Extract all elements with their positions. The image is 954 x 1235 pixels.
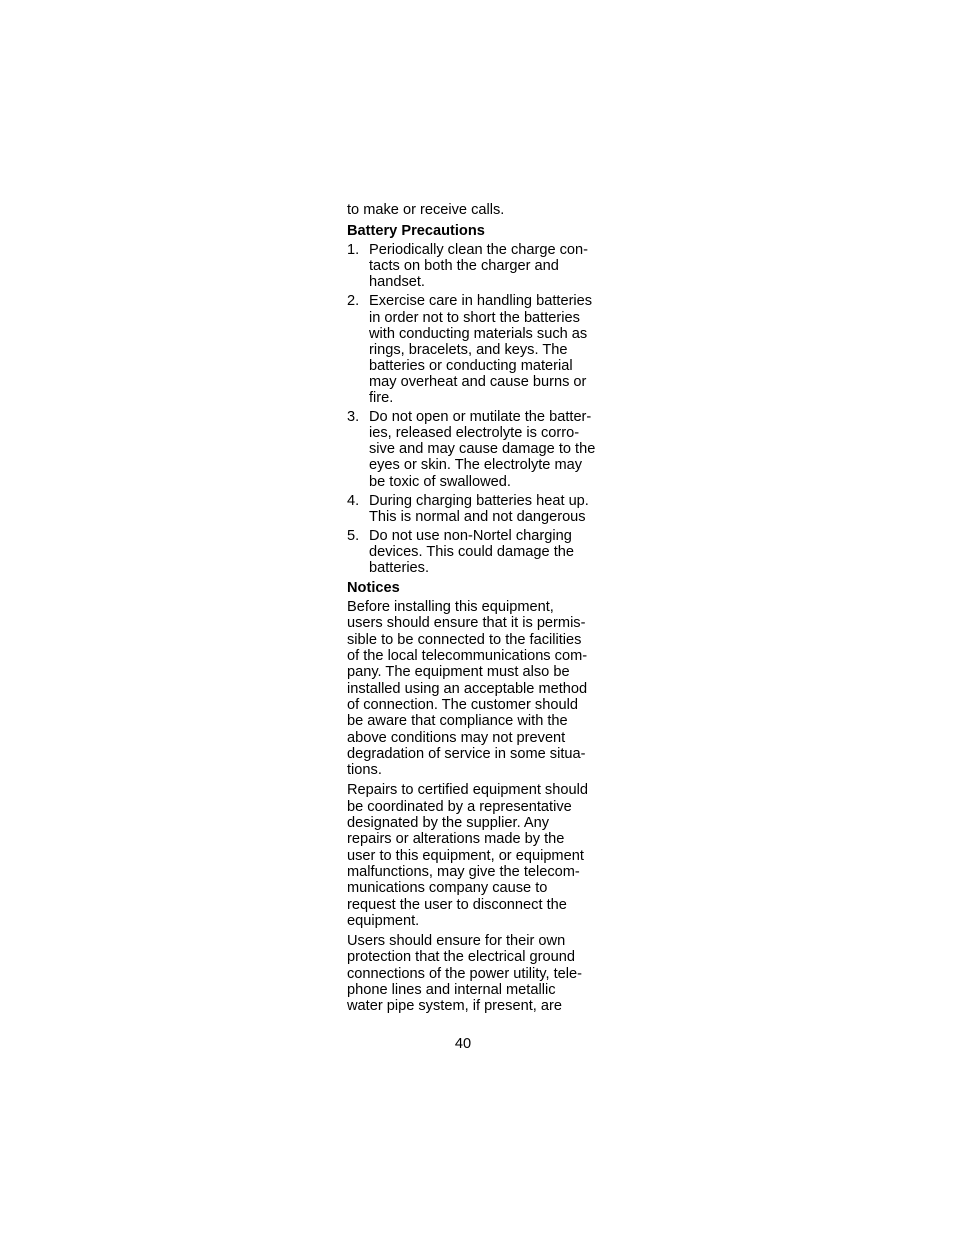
list-item-text bbox=[369, 242, 609, 290]
text-line: malfunctions, may give the telecom- bbox=[347, 863, 580, 880]
battery-precautions-heading: Battery Precautions bbox=[347, 223, 485, 240]
text-line: users should ensure that it is permis- bbox=[347, 615, 586, 632]
text-line: ies, released electrolyte is corro- bbox=[369, 425, 580, 442]
text-line: sive and may cause damage to the bbox=[369, 441, 596, 458]
list-item-text bbox=[369, 528, 609, 576]
list-item-number: 1. bbox=[347, 242, 360, 259]
text-line: Repairs to certified equipment should bbox=[347, 782, 588, 799]
notice-paragraph bbox=[347, 782, 609, 929]
list-item bbox=[347, 493, 609, 525]
text-line: protection that the electrical ground bbox=[347, 949, 575, 966]
text-line: designated by the supplier. Any bbox=[347, 815, 550, 832]
text-line: munications company cause to bbox=[347, 880, 548, 897]
text-line: devices. This could damage the bbox=[369, 543, 574, 560]
text-line: rings, bracelets, and keys. The bbox=[369, 341, 568, 358]
text-line: of the local telecommunications com- bbox=[347, 648, 588, 665]
notices-heading: Notices bbox=[347, 580, 400, 597]
text-line: Do not use non-Nortel charging bbox=[369, 527, 572, 544]
text-line: connections of the power utility, tele- bbox=[347, 965, 582, 982]
text-line: Periodically clean the charge con- bbox=[369, 242, 589, 259]
text-line: batteries or conducting material bbox=[369, 357, 573, 374]
text-line: sible to be connected to the facilities bbox=[347, 631, 582, 648]
text-line: in order not to short the batteries bbox=[369, 309, 580, 326]
list-item-number: 2. bbox=[347, 293, 360, 310]
text-line: During charging batteries heat up. bbox=[369, 492, 589, 509]
text-line: Users should ensure for their own bbox=[347, 933, 566, 950]
text-line: with conducting materials such as bbox=[369, 325, 588, 342]
list-item-number: 4. bbox=[347, 492, 360, 509]
text-line: Do not open or mutilate the batter- bbox=[369, 409, 592, 426]
text-line: request the user to disconnect the bbox=[347, 896, 567, 913]
text-line: Before installing this equipment, bbox=[347, 599, 554, 616]
notice-paragraph bbox=[347, 599, 609, 778]
list-item-text bbox=[369, 409, 609, 489]
text-line: handset. bbox=[369, 274, 425, 291]
text-line: equipment. bbox=[347, 912, 420, 929]
text-line: phone lines and internal metallic bbox=[347, 981, 556, 998]
list-item bbox=[347, 409, 609, 489]
text-line: fire. bbox=[369, 390, 394, 407]
text-line: may overheat and cause burns or bbox=[369, 373, 587, 390]
text-line: user to this equipment, or equipment bbox=[347, 847, 584, 864]
text-line: be aware that compliance with the bbox=[347, 713, 568, 730]
text-line: degradation of service in some situa- bbox=[347, 745, 586, 762]
text-line: pany. The equipment must also be bbox=[347, 664, 570, 681]
continued-text: to make or receive calls. bbox=[347, 202, 505, 218]
text-line: This is normal and not dangerous bbox=[369, 508, 586, 525]
text-line: water pipe system, if present, are bbox=[347, 998, 562, 1015]
text-line: be coordinated by a representative bbox=[347, 798, 572, 815]
text-line: eyes or skin. The electrolyte may bbox=[369, 457, 583, 474]
page-number: 40 bbox=[454, 1036, 472, 1052]
text-line: of connection. The customer should bbox=[347, 696, 578, 713]
list-item-text bbox=[369, 293, 609, 406]
list-item bbox=[347, 528, 609, 576]
text-line: repairs or alterations made by the bbox=[347, 831, 565, 848]
text-line: installed using an acceptable method bbox=[347, 680, 588, 697]
text-line: be toxic of swallowed. bbox=[369, 473, 511, 490]
text-line: above conditions may not prevent bbox=[347, 729, 566, 746]
list-item-number: 3. bbox=[347, 409, 360, 426]
page-content bbox=[347, 202, 609, 1019]
list-item-number: 5. bbox=[347, 527, 360, 544]
text-line: tions. bbox=[347, 762, 382, 779]
battery-precautions-list bbox=[347, 242, 609, 576]
text-line: Exercise care in handling batteries bbox=[369, 293, 593, 310]
notice-paragraph bbox=[347, 933, 609, 1014]
text-line: tacts on both the charger and bbox=[369, 258, 559, 275]
list-item-text bbox=[369, 493, 609, 525]
list-item bbox=[347, 293, 609, 406]
list-item bbox=[347, 242, 609, 290]
text-line: batteries. bbox=[369, 559, 430, 576]
